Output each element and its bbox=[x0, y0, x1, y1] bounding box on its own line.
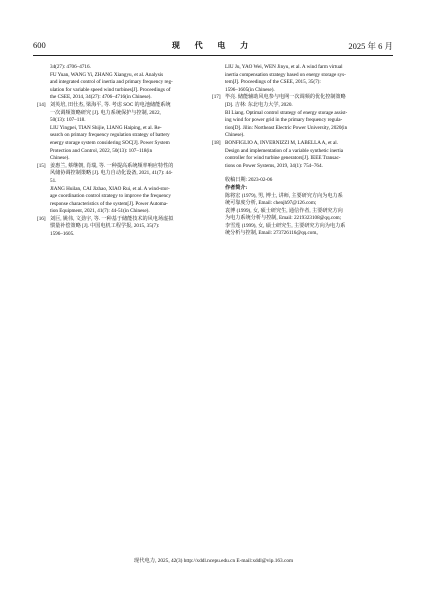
reference-line: ing wind for power grid in the primary frequency regula- bbox=[225, 117, 343, 124]
author-bio-line: 为电力系统分析与控制, Email: 2219323108@qq.com; bbox=[225, 215, 342, 222]
reference-line: 风储协调控制策略 [J]. 电力自动化设备, 2021, 41(7): 44- bbox=[50, 170, 173, 177]
reference-number: [16] bbox=[37, 215, 46, 222]
reference-line: energy storage system considering SOC[J]. Power System bbox=[50, 139, 170, 146]
reference-line: age coordination control strategy to improve the frequency bbox=[50, 193, 171, 200]
page-number: 600 bbox=[33, 40, 46, 50]
reference-line: search on primary frequency regulation strategy of battery bbox=[50, 132, 170, 139]
reference-line: 1596–1605(in Chinese). bbox=[225, 86, 275, 93]
reference-line: tion Equipment, 2021, 41(7): 44-51(in Chinese). bbox=[50, 208, 150, 215]
reference-line: 34(27): 4706–4716. bbox=[50, 64, 91, 70]
reference-line: Protection and Control, 2022, 50(13): 107–118(in bbox=[50, 147, 153, 154]
reference-entry bbox=[37, 162, 210, 216]
right-references bbox=[212, 64, 388, 170]
author-bio-line: 陈将宏 (1979), 男, 博士, 讲师, 主要研究方向为电力系 bbox=[225, 192, 343, 199]
reference-number: [15] bbox=[37, 162, 46, 169]
reference-line: 刘巨, 姚伟, 文劲宇, 等. 一种基于储能技术的风电场虚拟 bbox=[50, 215, 174, 222]
reference-line: the CSEE, 2014, 34(27): 4706–4716(in Chinese). bbox=[50, 94, 152, 101]
reference-entry bbox=[225, 64, 388, 94]
journal-title: 现 代 电 力 bbox=[171, 41, 255, 50]
reference-entry bbox=[37, 215, 210, 239]
right-column bbox=[212, 64, 388, 238]
reference-line: ulation for variable speed wind turbines[J]. Proceedings of bbox=[50, 86, 171, 93]
reference-line: tions on Power Systems, 2019, 34(1): 754–764. bbox=[225, 162, 323, 169]
received-date: 收稿日期: 2023-02-06 bbox=[225, 177, 273, 184]
reference-line: JIANG Huilan, CAI Jizhao, XIAO Rui, et al. A wind-stor- bbox=[50, 185, 170, 192]
reference-line: 刘英培, 田仕杰, 梁海平, 等. 考虑 SOC 的电池储能系统 bbox=[50, 101, 171, 108]
reference-line: Chinese). bbox=[50, 155, 70, 162]
reference-line: [D]. 吉林: 东北电力大学, 2020. bbox=[225, 101, 293, 108]
reference-line: tion[D]. Jilin: Northeast Electric Power University, 2020(in bbox=[225, 124, 348, 131]
reference-number: [18] bbox=[212, 139, 221, 146]
page-footer: 现代电力, 2025, 42(3) http://xddl.ncepu.edu.cn E-mail:xddl@vip.163.com bbox=[133, 558, 294, 564]
reference-number: [14] bbox=[37, 101, 46, 108]
author-heading: 作者简介: bbox=[225, 184, 248, 191]
author-bio-line: 李雪莲 (1999), 女, 硕士研究生, 主要研究方向为电力系 bbox=[225, 222, 346, 229]
reference-entry bbox=[37, 101, 210, 163]
reference-line: BI Liang. Optimal control strategy of energy storage assist- bbox=[225, 109, 348, 116]
reference-line: inertia compensation strategy based on energy storage sys- bbox=[225, 71, 346, 78]
reference-entry bbox=[50, 64, 210, 102]
page-header bbox=[33, 40, 393, 54]
reference-line: 50(13): 107–118. bbox=[50, 117, 86, 124]
reference-line: Design and implementation of a variable synthetic inertia bbox=[225, 147, 344, 154]
author-bio-line: 统可靠度分析, Email: chenjh97@126.com; bbox=[225, 200, 317, 207]
article-metadata bbox=[225, 177, 388, 238]
reference-line: BONFIGLIO A, INVERNIZZI M, LABELLA A, et al. bbox=[225, 139, 338, 146]
reference-line: 一次调频策略研究 [J]. 电力系统保护与控制, 2022, bbox=[50, 109, 161, 116]
reference-line: 姜惠兰, 蔡继朝, 肖瑞, 等. 一种提高系统频率响应特性的 bbox=[50, 162, 174, 169]
reference-line: tem[J]. Proceedings of the CSEE, 2015, 35(7): bbox=[225, 79, 321, 86]
reference-line: 1596–1605. bbox=[50, 231, 75, 238]
reference-line: Chinese). bbox=[225, 132, 245, 139]
reference-line: FU Yuan, WANG Yi, ZHANG Xiangyu, et al. Analysis bbox=[50, 71, 164, 78]
reference-entry bbox=[212, 139, 388, 170]
reference-line: 毕亮. 储能辅助风电参与电网一次调频的优化控制策略 bbox=[225, 94, 346, 101]
left-column bbox=[37, 64, 210, 239]
reference-number: [17] bbox=[212, 94, 221, 101]
header-rule bbox=[33, 55, 393, 56]
reference-line: LIU Ju, YAO Wei, WEN Jinyu, et al. A wind farm virtual bbox=[225, 64, 343, 70]
reference-line: LIU Yingpei, TIAN Shijie, LIANG Haiping, et al. Re- bbox=[50, 124, 162, 131]
reference-line: 惯量补偿策略 [J]. 中国电机工程学报, 2015, 35(7): bbox=[50, 223, 160, 230]
author-bios bbox=[225, 193, 388, 239]
reference-line: response characteristics of the system[J]. Power Automa- bbox=[50, 200, 168, 207]
reference-line: controller for wind turbine generators[J]. IEEE Transac- bbox=[225, 155, 341, 162]
author-bio-line: 袁博 (1999), 女, 硕士研究生, 通信作者, 主要研究方向 bbox=[225, 207, 343, 214]
issue-date: 2025 年 6 月 bbox=[348, 41, 393, 51]
reference-line: and integrated control of inertia and primary frequency reg- bbox=[50, 79, 173, 86]
author-bio-line: 统分析与控制, Email: 273726116@qq.com。 bbox=[225, 230, 322, 237]
reference-line: 51. bbox=[50, 177, 57, 184]
reference-entry bbox=[212, 94, 388, 140]
